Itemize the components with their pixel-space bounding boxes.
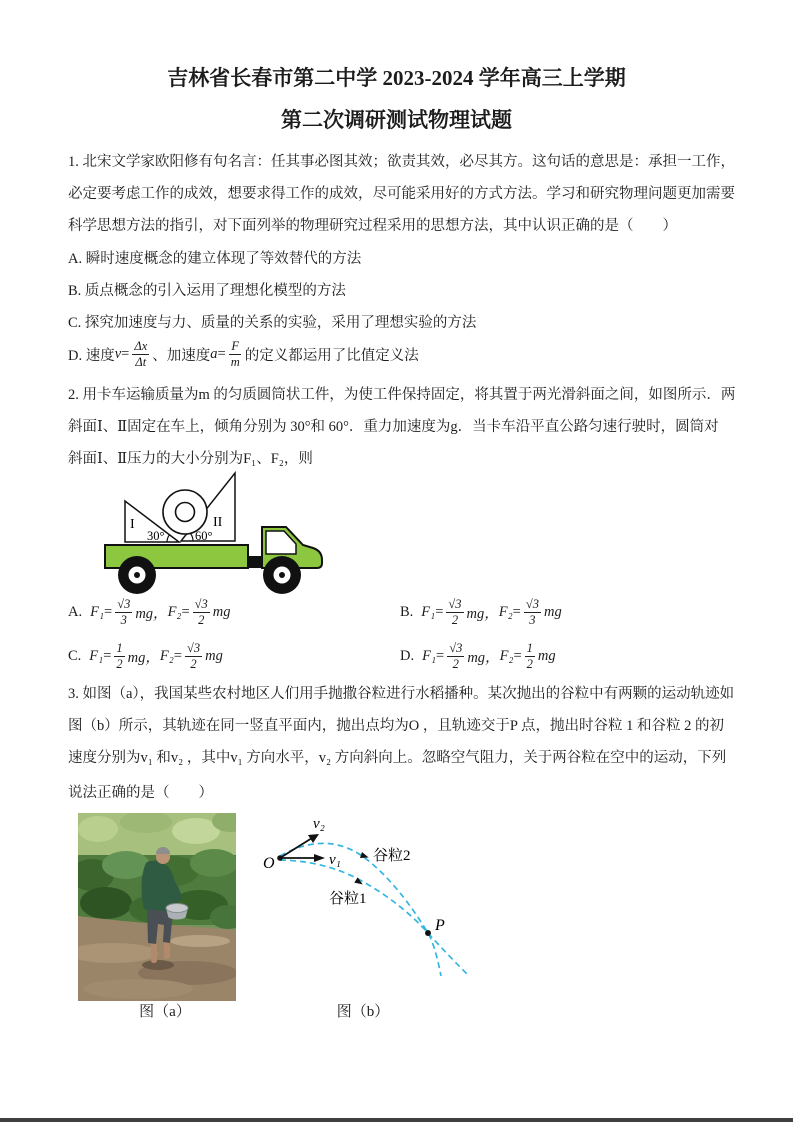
angle-60-label: 60° [195,529,213,543]
p-label: P [435,917,445,934]
q1-optd-v: v [114,345,122,362]
rear-wheel [118,556,156,594]
q1-option-d [68,331,419,377]
v1-vector [280,854,325,862]
trajectory-figure [255,812,490,990]
photo-figure-farmer [78,813,236,1001]
caption-figure-b: 图（b） [336,1004,390,1020]
q1-optd-mid: 、加速度 [152,347,211,364]
q2-option-c: C. F₁ = $\frac{1}{2}$ mg， F₂ = $\frac{√3}{2}$ mg [68,641,223,671]
question-1-stem [68,146,735,242]
v1-label: v₁ [329,852,341,868]
q2-option-b: B. F₁ = $\frac{√3}{2}$ mg， F₂ = $\frac{√3}{3}$ mg [400,597,562,627]
cylinder-inner [176,503,195,522]
q3-stem-line1: 3. 如图（a），我国某些农村地区人们用手抛撒谷粒进行水稻播种。某次抛出的谷粒中有两颗的运动轨迹如 [68,686,735,702]
front-wheel [263,556,301,594]
truck-hitch [248,556,262,568]
question-2-stem [68,379,736,475]
trajectory-grain2-curve [280,843,441,976]
origin-label: O [263,855,275,872]
q1-optd-post: 的定义都运用了比值定义法 [244,347,419,364]
q1-optd-frac2: $\frac{F}{m}$ [230,339,240,369]
q3-stem-line2: 图（b）所示，其轨迹在同一竖直平面内，抛出点均为O ，且轨迹交于P 点，抛出时谷粒 1 和谷粒 2 的初 [68,718,724,734]
grain2-direction-marker [360,852,370,861]
q2-option-a: A. F₁ = $\frac{√3}{3}$ mg， F₂ = $\frac{√3}{2}$ mg [68,597,231,627]
q1-optd-eq2: = [217,345,226,362]
q1-optd-frac1: $\frac{\Delta x}{\Delta t}$ [134,339,148,369]
q1-stem-line2: 必定要考虑工作的成效，想要求得工作的成效，尽可能采用好的方式方法。学习和研究物理问题更加需要 [68,186,735,202]
grain2-label: 谷粒2 [373,848,411,864]
grain1-label: 谷粒1 [329,891,367,907]
q2-option-d: D. F₁ = $\frac{√3}{2}$ mg， F₂ = $\frac{1}{2}$ mg [400,641,556,671]
q1-optd-pre: D. 速度 [68,347,115,364]
incline-I-label: I [130,517,135,532]
angle-30-label: 30° [147,529,165,543]
caption-figure-a: 图（a） [139,1004,191,1020]
v2-vector [280,834,319,858]
exam-title-line1: 吉林省长春市第二中学 2023-2024 学年高三上学期 [167,66,626,90]
q1-option-c: C. 探究加速度与力、质量的关系的实验，采用了理想实验的方法 [68,315,477,331]
p-point [425,930,431,936]
exam-title-line2: 第二次调研测试物理试题 [281,108,512,132]
v2-label: v₂ [313,816,325,832]
origin-point [277,855,283,861]
q1-stem-line1: 1. 北宋文学家欧阳修有句名言：任其事必图其效；欲责其效，必尽其方。这句话的意思是：承担一工作， [68,154,735,170]
q2-stem-line3: 斜面Ⅰ、Ⅱ压力的大小分别为F₁、F₂，则 [68,451,313,467]
q3-stem-line3: 速度分别为v₁ 和v₂ ，其中v₁ 方向水平，v₂ 方向斜向上。忽略空气阻力，关于两谷粒在空中的运动，下列 [68,750,727,766]
seed-basin [166,904,188,913]
truck-figure [100,470,330,596]
q1-optd-a: a [210,345,218,362]
q2-stem-line2: 斜面Ⅰ、Ⅱ固定在车上，倾角分别为 30°和 60°．重力加速度为g．当卡车沿平直公路匀速行驶时，圆筒对 [68,419,719,435]
question-3-stem [68,678,735,774]
q1-optd-eq1: = [121,345,130,362]
incline-II-label: II [213,515,223,530]
q1-stem-line3: 科学思想方法的指引，对下面列举的物理研究过程采用的思想方法，其中认识正确的是（ ） [68,218,677,234]
page-bottom-edge [0,1118,793,1122]
q1-option-a: A. 瞬时速度概念的建立体现了等效替代的方法 [68,251,362,267]
q3-stem-line4: 说法正确的是（ ） [68,785,213,801]
q1-option-b: B. 质点概念的引入运用了理想化模型的方法 [68,283,346,299]
q2-stem-line1: 2. 用卡车运输质量为m 的匀质圆筒状工件，为使工件保持固定，将其置于两光滑斜面之间，如图所示．两 [68,387,736,403]
